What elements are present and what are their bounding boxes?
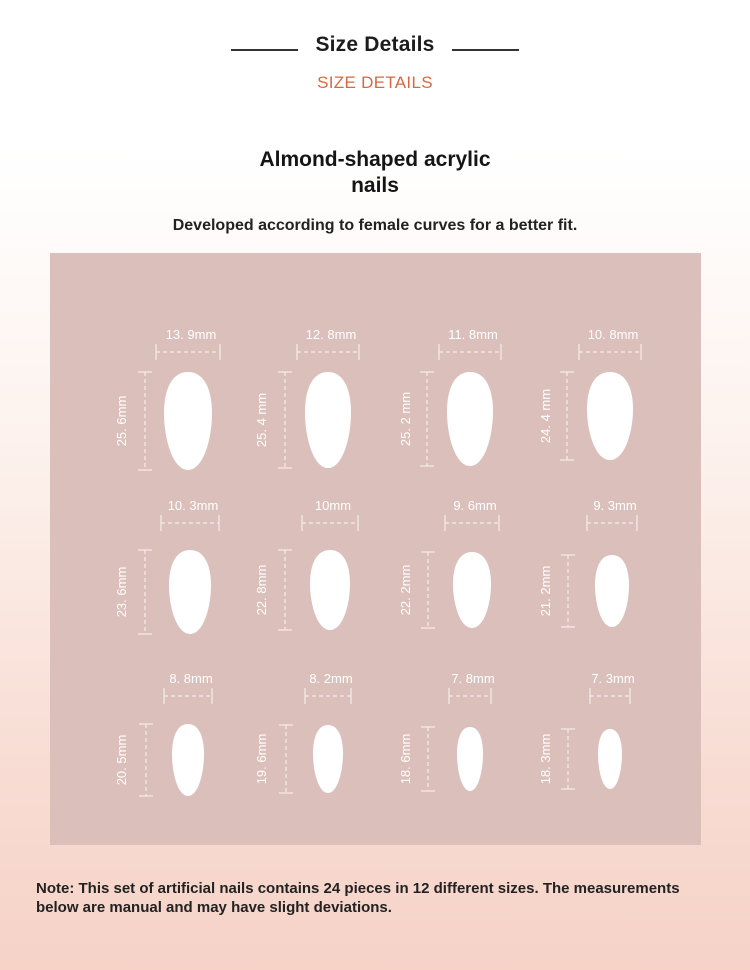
nail-shape <box>305 372 351 468</box>
product-subtitle: Developed according to female curves for a better fit. <box>172 217 578 234</box>
nail-shape <box>169 550 211 634</box>
nail-shape <box>598 729 622 789</box>
nail-width-label: 9. 3mm <box>593 498 637 513</box>
nail-shape <box>447 372 493 466</box>
nail-height-label: 22. 8mm <box>254 564 269 616</box>
nail-width-label: 7. 8mm <box>451 671 495 686</box>
nail-shape <box>313 725 343 793</box>
nail-height-label: 25. 2 mm <box>398 391 413 447</box>
nail-width-label: 8. 2mm <box>309 671 353 686</box>
header-divider-right <box>452 49 519 51</box>
nail-width-label: 12. 8mm <box>305 327 357 342</box>
product-title-line-1: Almond-shaped acrylic <box>259 148 491 171</box>
nail-size-chart <box>50 253 701 845</box>
nail-height-label: 20. 5mm <box>114 734 129 786</box>
note-text: Note: This set of artificial nails contains 24 pieces in 12 different sizes. The measurements below are manual and may have slight deviations. <box>36 880 680 916</box>
nail-width-label: 9. 6mm <box>453 498 497 513</box>
nail-height-label: 24. 4 mm <box>538 388 553 444</box>
nail-width-label: 7. 3mm <box>591 671 635 686</box>
nail-height-label: 19. 6mm <box>254 733 269 785</box>
nail-height-label: 22. 2mm <box>398 564 413 616</box>
nail-height-label: 23. 6mm <box>114 566 129 618</box>
header-title: Size Details <box>315 33 435 56</box>
nail-shape <box>172 724 204 796</box>
nail-width-label: 10. 3mm <box>167 498 219 513</box>
nail-shape <box>595 555 629 627</box>
nail-shape <box>587 372 633 460</box>
nail-shape <box>453 552 491 628</box>
nail-height-label: 21. 2mm <box>538 565 553 617</box>
nail-height-label: 18. 3mm <box>538 733 553 785</box>
nail-width-label: 10. 8mm <box>587 327 639 342</box>
nail-width-label: 8. 8mm <box>169 671 213 686</box>
nail-height-label: 25. 4 mm <box>254 392 269 448</box>
nail-shape <box>310 550 350 630</box>
nail-shape <box>164 372 212 470</box>
nail-width-label: 10mm <box>314 498 352 513</box>
nail-height-label: 18. 6mm <box>398 733 413 785</box>
nail-shape <box>457 727 483 791</box>
nail-width-label: 13. 9mm <box>165 327 217 342</box>
product-title <box>0 147 750 199</box>
product-title-line-2: nails <box>351 174 399 197</box>
header-subtitle: SIZE DETAILS <box>317 73 433 92</box>
nail-size-diagram <box>50 253 701 845</box>
nail-height-label: 25. 6mm <box>114 395 129 447</box>
nail-width-label: 11. 8mm <box>448 327 498 342</box>
